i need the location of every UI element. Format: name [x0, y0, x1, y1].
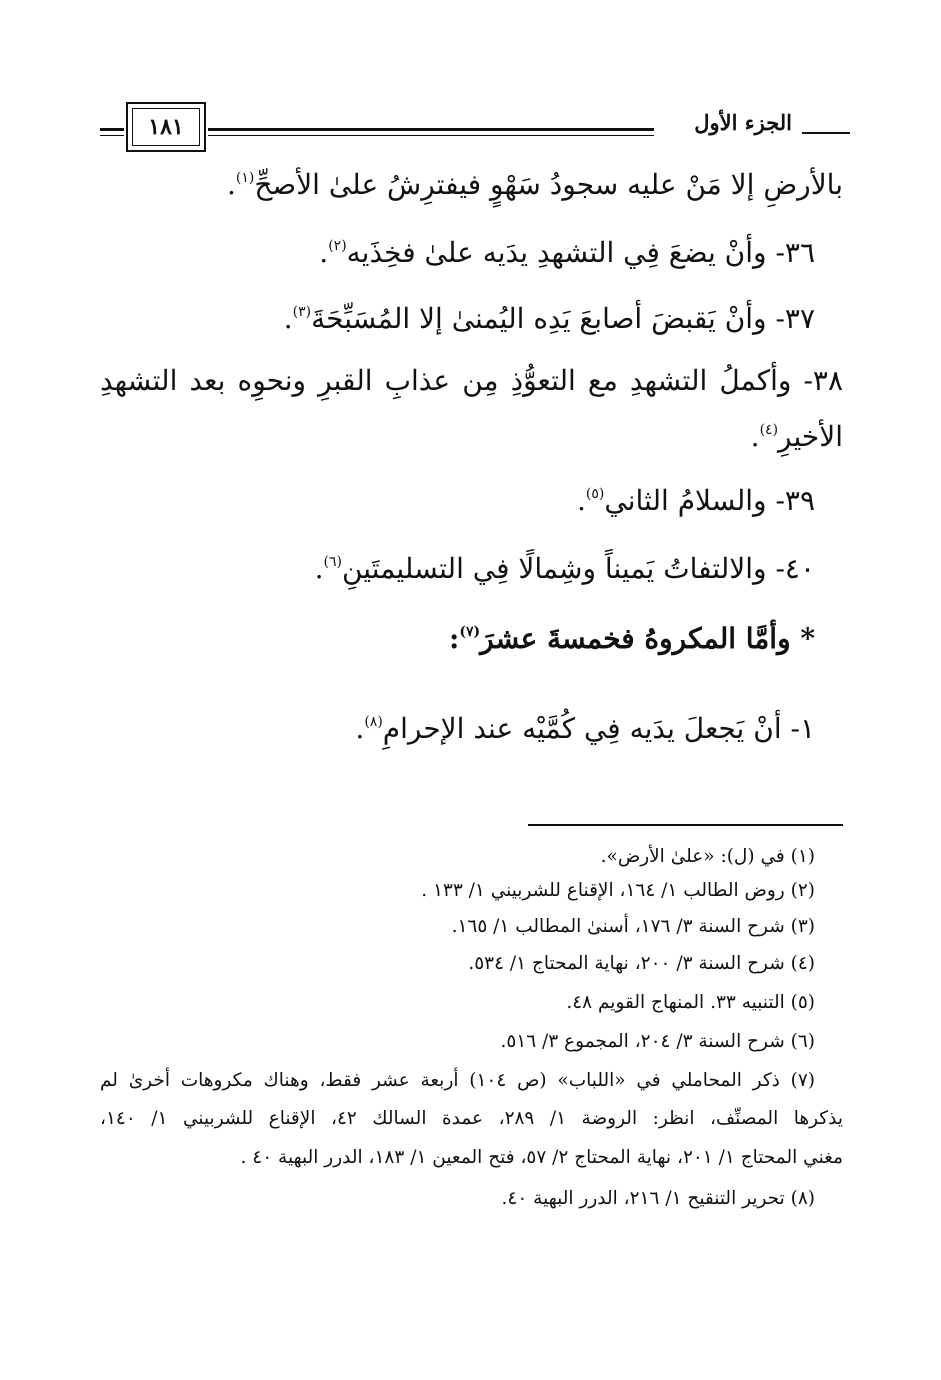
page-number: ١٨١ [132, 108, 200, 146]
running-header [100, 96, 850, 166]
footnote-ref-7: (٧) [459, 624, 481, 640]
body-line-5 [751, 420, 843, 454]
header-title: الجزء الأول [694, 110, 792, 135]
body-line-2 [319, 236, 815, 270]
footnote-6: (٦) شرح السنة ٣/ ٢٠٤، المجموع ٣/ ٥١٦. [500, 1031, 815, 1052]
footnote-7-line-3: مغني المحتاج ١/ ٢٠١، نهاية المحتاج ٢/ ٥٧، فتح المعين ١/ ١٨٣، الدرر البهية ٤٠ . [240, 1147, 843, 1168]
footnote-7-line-2: يذكرها المصنِّف، انظر: الروضة ١/ ٢٨٩، عمدة السالك ٤٢، الإقناع للشربيني ١/ ١٤٠، [100, 1108, 843, 1129]
body-line-3-text: ٣٧- وأنْ يَقبضَ أصابعَ يَدِه اليُمنىٰ إلا المُسَبِّحَةَ [311, 302, 815, 335]
footnote-4: (٤) شرح السنة ٣/ ٢٠٠، نهاية المحتاج ١/ ٥٣٤. [468, 953, 815, 974]
section-heading-tail: : [449, 622, 460, 655]
footnote-ref-2: (٢) [328, 238, 347, 254]
body-line-3-tail: . [283, 302, 293, 335]
body-line-2-tail: . [319, 236, 329, 269]
body-line-4: ٣٨- وأكملُ التشهدِ مع التعوُّذِ مِن عذابِ القبرِ ونحوِه بعد التشهدِ [100, 364, 843, 397]
header-dash-right [802, 132, 850, 134]
footnote-3: (٣) شرح السنة ٣/ ١٧٦، أسنىٰ المطالب ١/ ١٦٥. [451, 916, 815, 937]
body-line-7-tail: . [314, 552, 324, 585]
body-line-5-text: الأخيرِ [778, 420, 843, 453]
body-line-3 [284, 302, 815, 336]
footnote-ref-3: (٣) [292, 304, 312, 320]
footnote-8: (٨) تحرير التنقيح ١/ ٢١٦، الدرر البهية ٤٠. [501, 1188, 815, 1209]
footnote-ref-8: (٨) [364, 714, 383, 730]
footnote-ref-1: (١) [235, 170, 255, 186]
body-line-6 [577, 484, 815, 518]
body-line-9-tail: . [355, 712, 365, 745]
header-rule [208, 128, 654, 136]
body-line-1-text: بالأرضِ إلا مَنْ عليه سجودُ سَهْوٍ فيفترِشُ علىٰ الأصحِّ [254, 168, 843, 201]
page-number-box [126, 102, 206, 152]
body-line-1-tail: . [226, 168, 236, 201]
body-line-7-text: ٤٠- والالتفاتُ يَميناً وشِمالًا فِي التسليمتَينِ [341, 552, 815, 585]
footnote-2: (٢) روض الطالب ١/ ١٦٤، الإقناع للشربيني ١/ ١٣٣ . [421, 880, 815, 901]
footnote-1: (١) في (ل): «علىٰ الأرض». [600, 846, 815, 867]
body-line-5-tail: . [750, 420, 760, 453]
body-line-1 [227, 168, 843, 202]
footnote-ref-6: (٦) [323, 554, 342, 570]
section-heading-text: * وأمَّا المكروهُ فخمسةَ عشرَ [480, 622, 815, 655]
body-line-2-text: ٣٦- وأنْ يضعَ فِي التشهدِ يدَيه علىٰ فخِذَيه [346, 236, 815, 269]
footnote-7-line-1: (٧) ذكر المحاملي في «اللباب» (ص ١٠٤) أربعة عشر فقط، وهناك مكروهات أخرىٰ لم [100, 1070, 815, 1091]
body-line-6-text: ٣٩- والسلامُ الثاني [604, 484, 815, 517]
footnote-separator [528, 824, 843, 826]
footnote-5: (٥) التنبيه ٣٣. المنهاج القويم ٤٨. [566, 992, 815, 1013]
body-line-9 [355, 712, 815, 746]
footnote-ref-5: (٥) [585, 486, 605, 502]
body-line-6-tail: . [577, 484, 586, 517]
section-heading-makruh [449, 622, 815, 656]
body-line-9-text: ١- أنْ يَجعلَ يدَيه فِي كُمَّيْه عند الإحرامِ [382, 712, 815, 745]
body-line-7 [315, 552, 815, 586]
footnote-ref-4: (٤) [759, 422, 779, 438]
header-dash-left [100, 128, 124, 136]
